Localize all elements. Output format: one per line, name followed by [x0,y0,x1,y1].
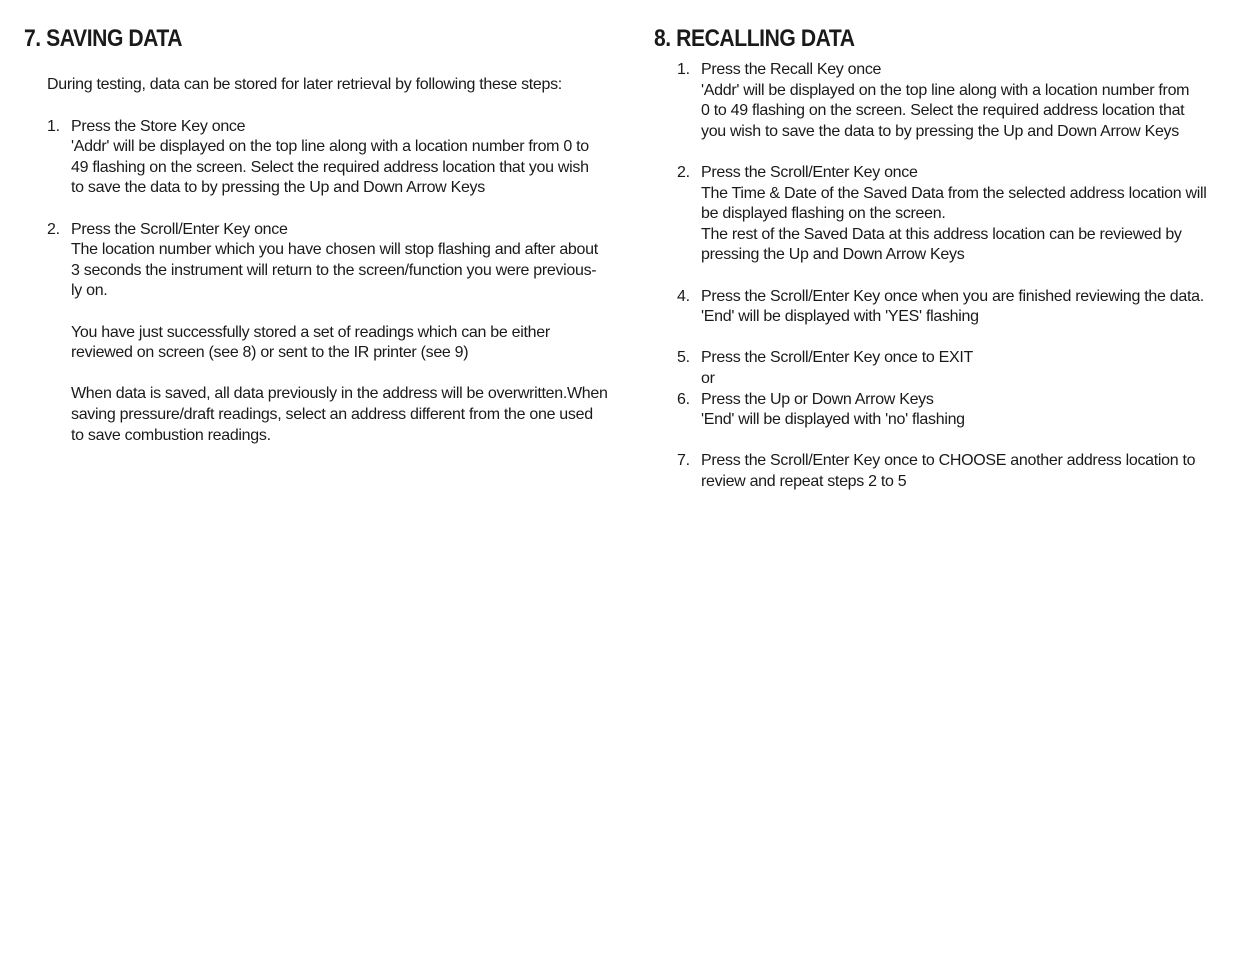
note-text-line: When data is saved, all data previously in the address will be overwritten.When [71,385,608,403]
step-heading: Press the Scroll/Enter Key once to CHOOSE another address location to [701,452,1196,470]
note-text-line: saving pressure/draft readings, select an address different from the one used [71,405,593,423]
saving-step-1 [47,117,614,199]
step-number: 5. [677,349,690,367]
step-number: 2. [47,220,60,238]
step-text-line: 'End' will be displayed with 'YES' flashing [701,308,979,326]
step-text-line: to save the data to by pressing the Up and Down Arrow Keys [71,179,485,197]
step-heading: Press the Scroll/Enter Key once [701,163,918,181]
step-text-line: The rest of the Saved Data at this address location can be reviewed by [701,225,1182,243]
step-heading: Press the Store Key once [71,117,246,135]
recalling-step-7 [677,451,1214,492]
recalling-data-section [654,22,1214,513]
step-heading: Press the Scroll/Enter Key once when you are finished reviewing the data. [701,287,1204,305]
recalling-step-1 [677,60,1214,142]
step-text-line: 'Addr' will be displayed on the top line along with a location number from [701,81,1190,99]
saving-steps-list [47,117,614,447]
step-heading: Press the Scroll/Enter Key once [71,220,288,238]
step-heading: Press the Up or Down Arrow Keys [701,390,934,408]
step-number: 7. [677,452,690,470]
step-number: 2. [677,163,690,181]
note-text-line: reviewed on screen (see 8) or sent to the IR printer (see 9) [71,344,469,362]
step-text-line: you wish to save the data to by pressing the Up and Down Arrow Keys [701,122,1179,140]
recalling-step-6 [677,390,1214,431]
step-text-line: pressing the Up and Down Arrow Keys [701,246,965,264]
step-text-line: 3 seconds the instrument will return to the screen/function you were previous- [71,261,597,279]
note-text-line: You have just successfully stored a set of readings which can be either [71,323,550,341]
step-text-line: 49 flashing on the screen. Select the required address location that you wish [71,158,589,176]
note-text-line: to save combustion readings. [71,426,271,444]
recalling-data-title: 8. RECALLING DATA [654,25,855,52]
step-text-line: The Time & Date of the Saved Data from the selected address location will [701,184,1207,202]
or-separator: or [701,369,715,387]
saving-data-section [24,22,614,467]
step-text-line: 'End' will be displayed with 'no' flashing [701,411,965,429]
step-number: 6. [677,390,690,408]
step-text-line: The location number which you have chosen will stop flashing and after about [71,241,598,259]
step-text-line: be displayed flashing on the screen. [701,205,946,223]
recalling-steps-list [677,60,1214,492]
step-text-line: 'Addr' will be displayed on the top line along with a location number from 0 to [71,138,589,156]
stored-readings-note [71,323,614,364]
step-text-line: 0 to 49 flashing on the screen. Select the required address location that [701,102,1185,120]
saving-step-2 [47,220,614,447]
step-number: 1. [677,61,690,78]
saving-data-title: 7. SAVING DATA [24,25,183,52]
overwrite-warning-note [71,384,614,446]
recalling-step-5 [677,348,1214,369]
saving-intro: During testing, data can be stored for later retrieval by following these steps: [47,76,562,93]
step-text-line: ly on. [71,282,108,300]
step-heading: Press the Scroll/Enter Key once to EXIT [701,349,973,367]
step-number: 4. [677,287,690,305]
step-heading: Press the Recall Key once [701,61,882,78]
step-text-line: review and repeat steps 2 to 5 [701,472,907,490]
step-number: 1. [47,117,60,135]
recalling-step-4 [677,287,1214,328]
recalling-step-2 [677,163,1214,266]
